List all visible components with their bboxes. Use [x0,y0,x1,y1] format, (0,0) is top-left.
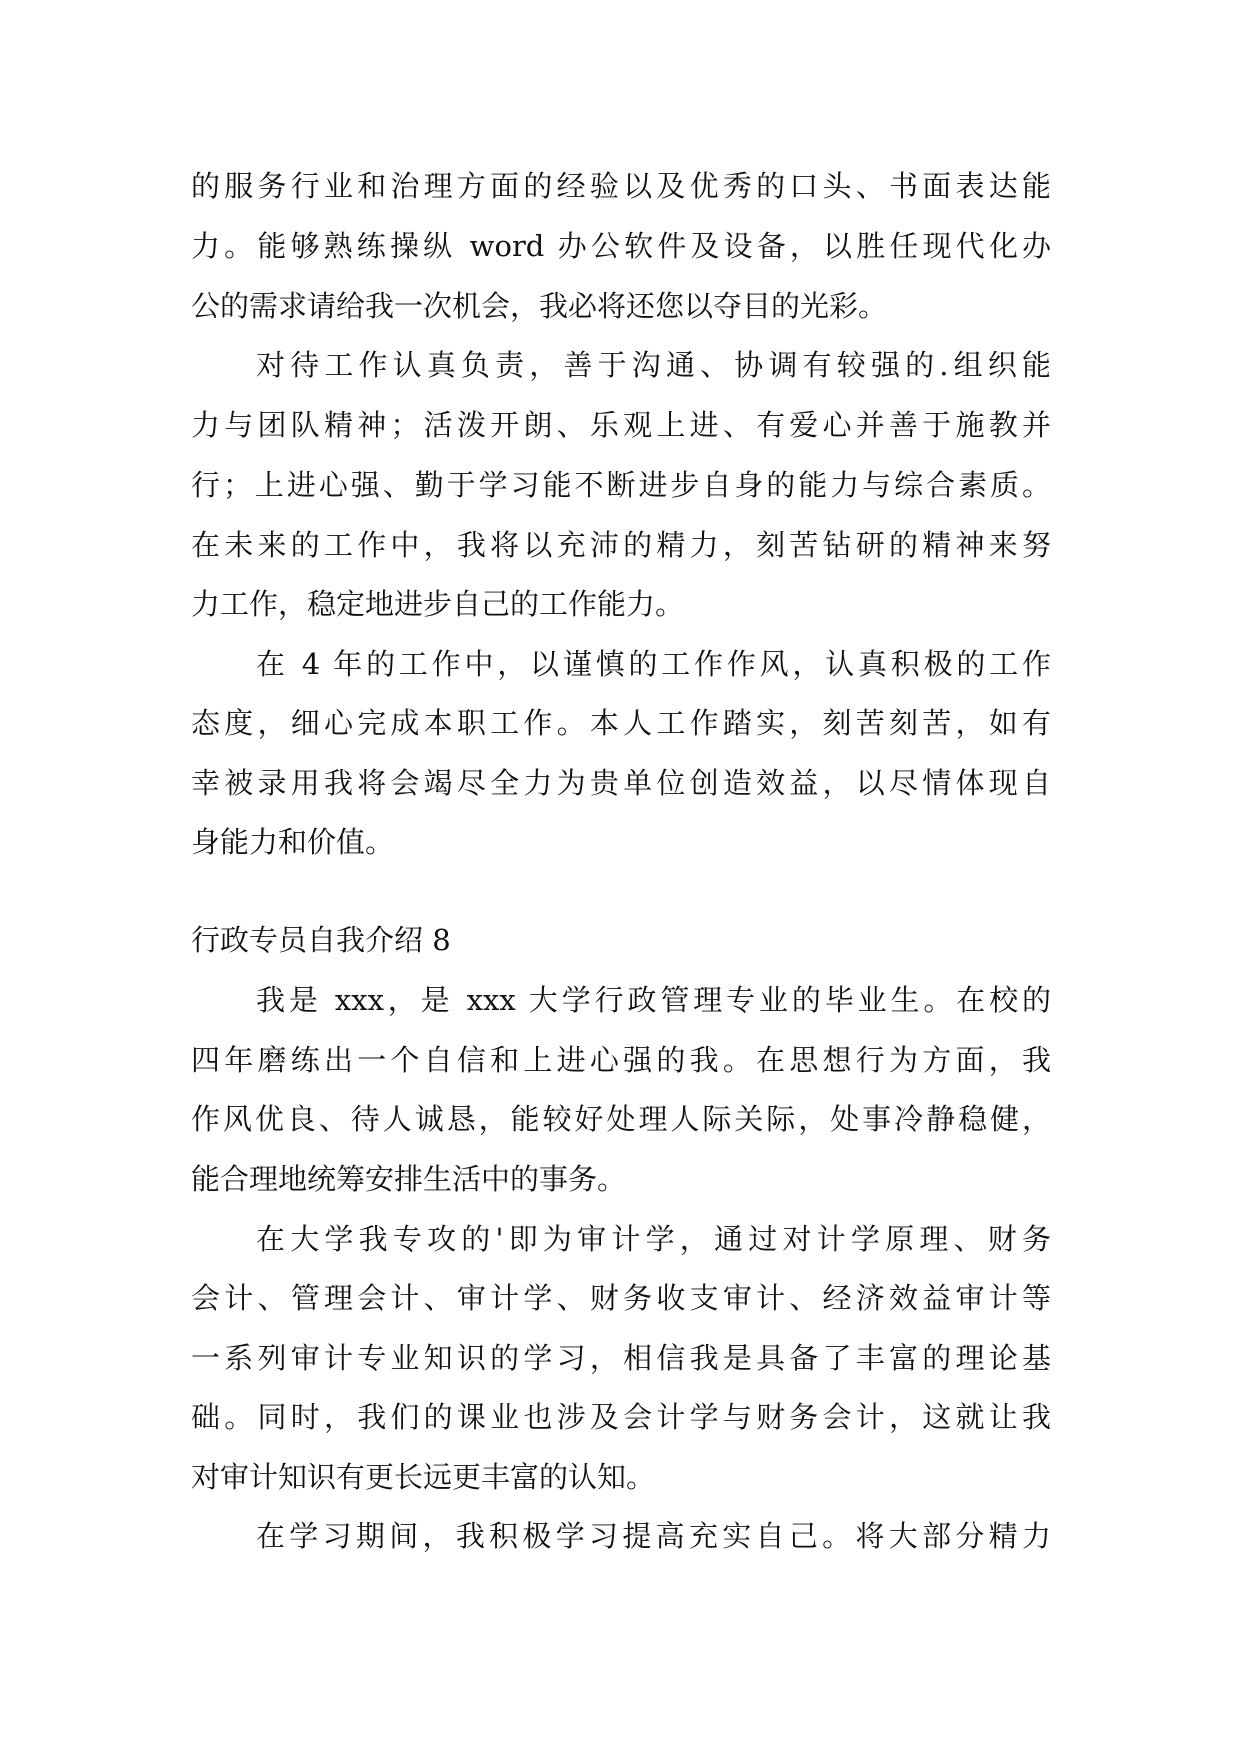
paragraph-3-line-4: 身能力和价值。 [191,825,395,859]
paragraph-2-line-3: 行；上进心强、勤于学习能不断进步自身的能力与综合素质。 [191,468,1051,502]
paragraph-4-line-4: 能合理地统筹安排生活中的事务。 [191,1162,627,1196]
section-heading: 行政专员自我介绍 8 [191,923,451,957]
paragraph-5-line-1: 在大学我专攻的'即为审计学，通过对计学原理、财务 [256,1222,1051,1256]
paragraph-2-line-5: 力工作，稳定地进步自己的工作能力。 [191,587,685,621]
paragraph-6-line-1: 在学习期间，我积极学习提高充实自己。将大部分精力 [256,1519,1051,1553]
paragraph-1-line-2: 力。能够熟练操纵 word 办公软件及设备，以胜任现代化办 [191,229,1051,263]
paragraph-4-line-1: 我是 xxx，是 xxx 大学行政管理专业的毕业生。在校的 [256,983,1051,1017]
paragraph-1-line-3: 公的需求请给我一次机会，我必将还您以夺目的光彩。 [191,289,888,323]
paragraph-2-line-4: 在未来的工作中，我将以充沛的精力，刻苦钻研的精神来努 [191,528,1051,562]
paragraph-2-line-2: 力与团队精神；活泼开朗、乐观上进、有爱心并善于施教并 [191,408,1051,442]
paragraph-5-line-3: 一系列审计专业知识的学习，相信我是具备了丰富的理论基 [191,1341,1051,1375]
paragraph-3-line-3: 幸被录用我将会竭尽全力为贵单位创造效益，以尽情体现自 [191,766,1051,800]
paragraph-2-line-1: 对待工作认真负责，善于沟通、协调有较强的.组织能 [256,348,1051,382]
paragraph-3-line-2: 态度，细心完成本职工作。本人工作踏实，刻苦刻苦，如有 [191,706,1051,740]
paragraph-1-line-1: 的服务行业和治理方面的经验以及优秀的口头、书面表达能 [191,169,1051,203]
paragraph-3-line-1: 在 4 年的工作中，以谨慎的工作作风，认真积极的工作 [256,647,1051,681]
paragraph-4-line-2: 四年磨练出一个自信和上进心强的我。在思想行为方面，我 [191,1043,1051,1077]
paragraph-5-line-5: 对审计知识有更长远更丰富的认知。 [191,1460,656,1494]
paragraph-5-line-2: 会计、管理会计、审计学、财务收支审计、经济效益审计等 [191,1281,1051,1315]
paragraph-5-line-4: 础。同时，我们的课业也涉及会计学与财务会计，这就让我 [191,1400,1051,1434]
paragraph-4-line-3: 作风优良、待人诚恳，能较好处理人际关际，处事冷静稳健， [191,1102,1051,1136]
